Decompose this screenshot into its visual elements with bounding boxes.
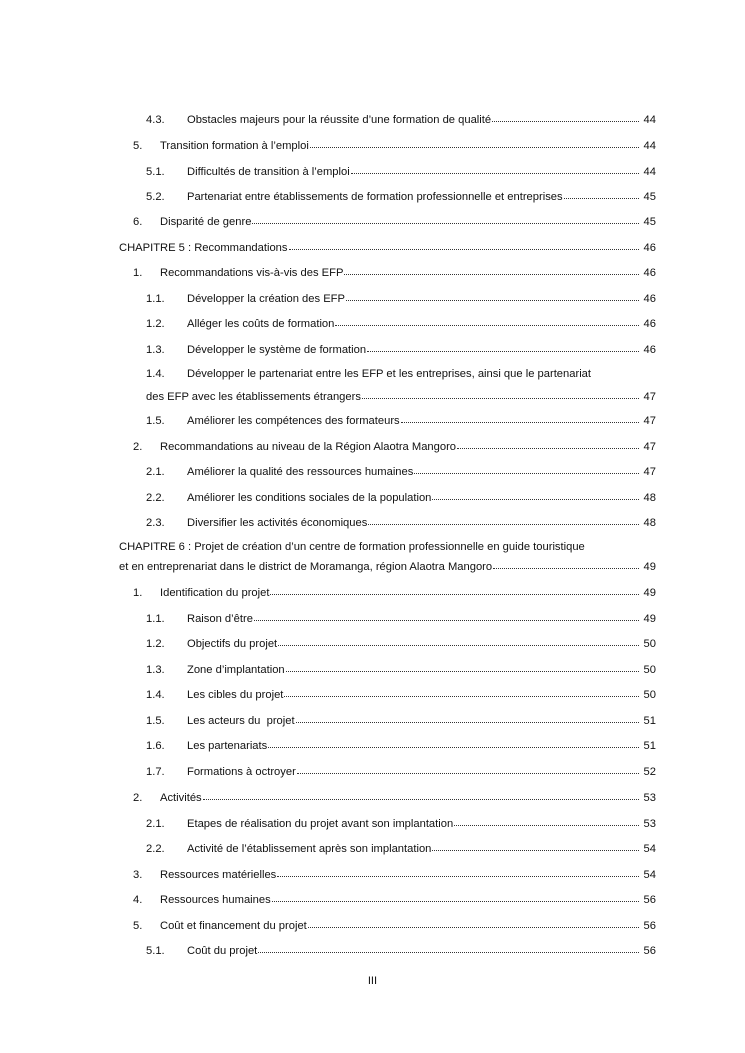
toc-title: Développer le système de formation [187,344,367,356]
toc-entry[interactable] [133,891,656,908]
toc-entry[interactable] [146,489,656,506]
toc-entry[interactable] [146,412,656,429]
toc-title-line1: CHAPITRE 6 : Projet de création d’un centre de formation professionnelle en guide touristique [119,541,585,553]
toc-page: 46 [643,318,656,330]
dot-leader [414,462,639,474]
toc-page: 54 [643,869,656,881]
toc-title: Coût et financement du projet [160,920,307,932]
toc-entry[interactable] [146,290,656,307]
toc-number: 4.3. [146,114,165,126]
dot-leader [272,890,639,902]
toc-title: Objectifs du projet [187,638,278,650]
dot-leader [270,583,639,595]
toc-entry[interactable] [146,712,656,729]
toc-page: 49 [643,613,656,625]
toc-number: 1.4. [146,689,165,701]
toc-title: Formations à octroyer [187,766,296,778]
toc-page: 53 [643,792,656,804]
toc-number: 2. [133,441,143,453]
toc-number: 1.2. [146,638,165,650]
dot-leader [268,736,639,748]
toc-page: 47 [643,415,656,427]
toc-number: 1. [133,267,143,279]
toc-title: Etapes de réalisation du projet avant son implantation [187,818,454,830]
dot-leader [310,136,639,148]
dot-leader [296,711,639,723]
toc-page: 56 [643,894,656,906]
toc-title: Les acteurs du projet [187,715,295,727]
toc-entry[interactable] [146,840,656,857]
toc-entry[interactable] [146,635,656,652]
toc-entry[interactable] [146,111,656,128]
toc-page: 44 [643,140,656,152]
toc-entry[interactable] [133,213,656,230]
toc-entry[interactable] [133,137,656,154]
dot-leader [335,314,639,326]
toc-entry[interactable] [133,264,656,281]
toc-title: Zone d’implantation [187,664,285,676]
toc-page: 54 [643,843,656,855]
toc-page: 46 [643,344,656,356]
toc-page: 44 [643,166,656,178]
toc-entry[interactable] [146,315,656,332]
toc-number: 1.1. [146,293,165,305]
toc-title: Coût du projet [187,945,258,957]
toc-title: Améliorer les conditions sociales de la population [187,492,432,504]
dot-leader [362,387,639,399]
toc-title: Ressources humaines [160,894,271,906]
toc-title: Améliorer la qualité des ressources humaines [187,466,414,478]
toc-title-line2: et en entreprenariat dans le district de Moramanga, région Alaotra Mangoro [119,561,493,573]
toc-number: 5.1. [146,945,165,957]
dot-leader [252,212,639,224]
toc-title: Les cibles du projet [187,689,284,701]
toc-title: CHAPITRE 5 : Recommandations [119,242,288,254]
toc-title: Ressources matérielles [160,869,277,881]
dot-leader [289,238,640,250]
dot-leader [346,289,639,301]
toc-number: 1.3. [146,664,165,676]
toc-number: 4. [133,894,143,906]
toc-entry[interactable] [146,942,656,959]
toc-title: Recommandations au niveau de la Région Alaotra Mangoro [160,441,457,453]
toc-title: Transition formation à l’emploi [160,140,309,152]
toc-page: 53 [643,818,656,830]
dot-leader [286,660,639,672]
dot-leader [254,609,639,621]
toc-number: 2.2. [146,843,165,855]
toc-number: 1.4. [146,368,165,380]
toc-number: 1. [133,587,143,599]
toc-chapter-entry[interactable] [119,239,656,256]
toc-page: 47 [643,466,656,478]
dot-leader [297,762,639,774]
dot-leader [564,187,639,199]
toc-number: 1.5. [146,715,165,727]
toc-title: Diversifier les activités économiques [187,517,368,529]
toc-entry[interactable] [146,341,656,358]
toc-title: Difficultés de transition à l’emploi [187,166,350,178]
toc-entry[interactable] [146,366,656,405]
dot-leader [454,814,639,826]
toc-number: 2.1. [146,466,165,478]
toc-entry[interactable] [133,584,656,601]
dot-leader [284,685,639,697]
toc-number: 1.3. [146,344,165,356]
dot-leader [278,634,639,646]
toc-title: Activités [160,792,202,804]
toc-entry[interactable] [146,188,656,205]
dot-leader [277,865,639,877]
toc-page: 44 [643,114,656,126]
toc-number: 2.2. [146,492,165,504]
toc-page: 50 [643,689,656,701]
toc-title: Activité de l’établissement après son implantation [187,843,432,855]
toc-page: 50 [643,664,656,676]
dot-leader [432,488,639,500]
dot-leader [432,839,639,851]
toc-number: 2.1. [146,818,165,830]
toc-number: 6. [133,216,143,228]
toc-page: 48 [643,492,656,504]
toc-page: 46 [643,267,656,279]
toc-title-line2: des EFP avec les établissements étrangers [146,391,361,403]
toc-page: 47 [643,441,656,453]
toc-page: 45 [643,216,656,228]
toc-title: Alléger les coûts de formation [187,318,335,330]
dot-leader [457,437,639,449]
toc-title-line1: Développer le partenariat entre les EFP et les entreprises, ainsi que le partenariat [187,368,592,380]
toc-title: Les partenariats [187,740,268,752]
toc-title: Développer la création des EFP [187,293,345,305]
toc-number: 1.7. [146,766,165,778]
toc-page: 52 [643,766,656,778]
toc-number: 5. [133,140,143,152]
toc-title: Raison d’être [187,613,253,625]
toc-title: Obstacles majeurs pour la réussite d’une formation de qualité [187,114,492,126]
toc-title: Identification du projet [160,587,270,599]
toc-entry[interactable] [146,514,656,531]
toc-entry[interactable] [146,686,656,703]
dot-leader [258,941,639,953]
toc-page: 49 [643,587,656,599]
toc-number: 1.5. [146,415,165,427]
toc-page: 51 [643,740,656,752]
dot-leader [308,916,639,928]
toc-title: Disparité de genre [160,216,252,228]
toc-number: 1.1. [146,613,165,625]
toc-number: 5. [133,920,143,932]
toc-title: Partenariat entre établissements de formation professionnelle et entreprises [187,191,563,203]
toc-number: 5.2. [146,191,165,203]
dot-leader [367,340,639,352]
toc-page: 56 [643,945,656,957]
dot-leader [493,557,639,569]
toc-page: 45 [643,191,656,203]
toc-page: 50 [643,638,656,650]
dot-leader [203,788,639,800]
toc-page: 51 [643,715,656,727]
toc-number: 2. [133,792,143,804]
toc-title: Améliorer les compétences des formateurs [187,415,400,427]
toc-number: 1.6. [146,740,165,752]
dot-leader [344,263,639,275]
toc-page: 48 [643,517,656,529]
dot-leader [492,110,639,122]
toc-number: 1.2. [146,318,165,330]
toc-page: 46 [643,242,656,254]
toc-entry[interactable] [146,163,656,180]
toc-chapter-entry[interactable] [119,539,656,575]
toc-entry[interactable] [146,661,656,678]
toc-title: Recommandations vis-à-vis des EFP [160,267,344,279]
toc-entry[interactable] [133,789,656,806]
toc-entry[interactable] [146,610,656,627]
toc-page: 47 [643,391,656,403]
page-number-footer: III [367,975,378,987]
toc-number: 5.1. [146,166,165,178]
toc-entry[interactable] [146,815,656,832]
toc-entry[interactable] [146,763,656,780]
toc-page: 56 [643,920,656,932]
toc-entry[interactable] [146,463,656,480]
toc-entry[interactable] [133,866,656,883]
toc-entry[interactable] [146,737,656,754]
dot-leader [401,411,639,423]
toc-number: 3. [133,869,143,881]
toc-page: 49 [643,561,656,573]
toc-number: 2.3. [146,517,165,529]
toc-entry[interactable] [133,438,656,455]
toc-entry[interactable] [133,917,656,934]
dot-leader [368,513,639,525]
dot-leader [351,162,639,174]
toc-page: 46 [643,293,656,305]
